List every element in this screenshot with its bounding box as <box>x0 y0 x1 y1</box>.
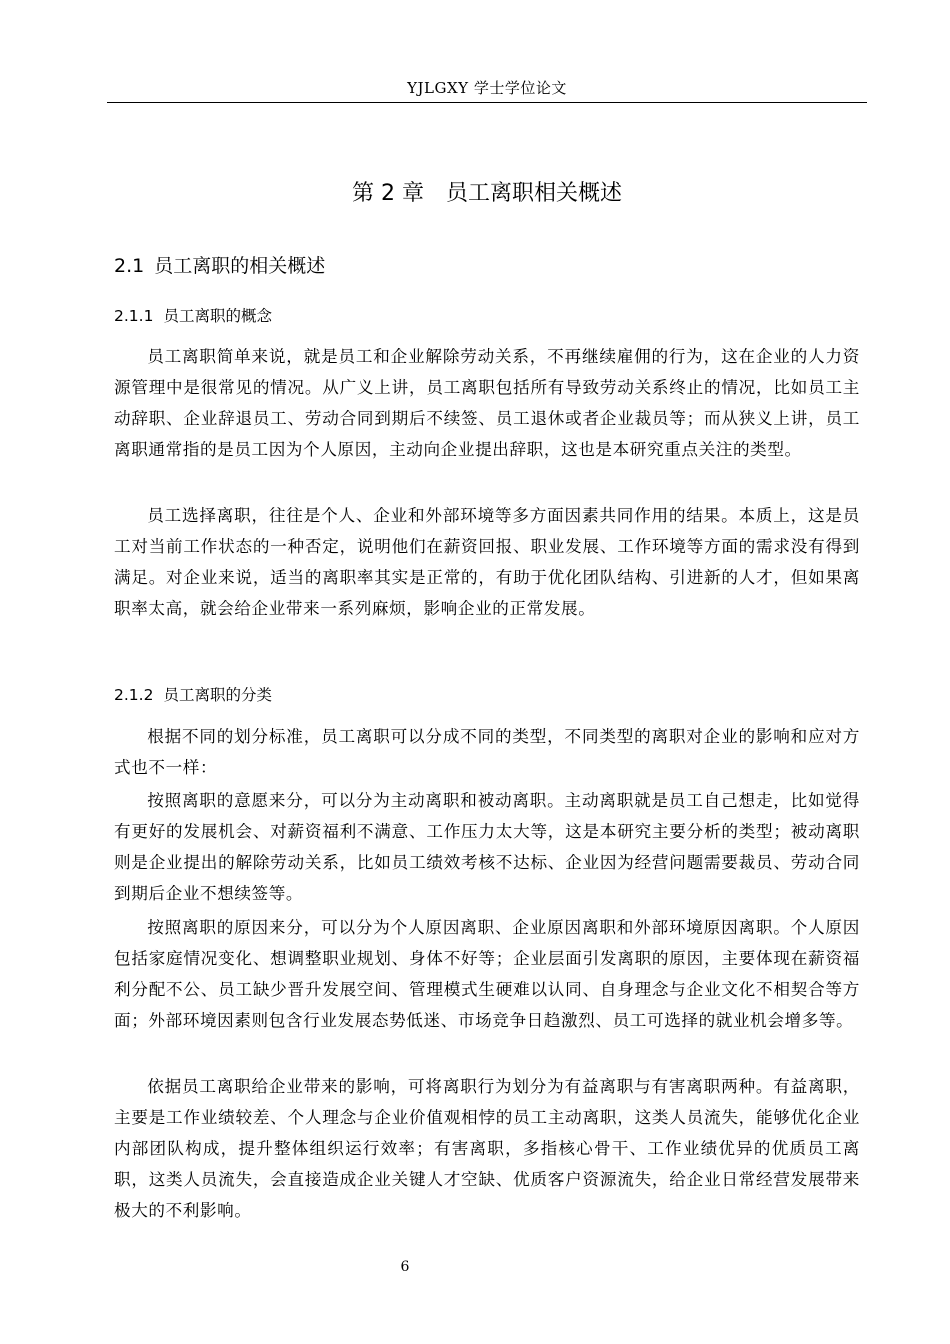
paragraph: 按照离职的原因来分，可以分为个人原因离职、企业原因离职和外部环境原因离职。个人原因包括家庭情况变化、想调整职业规划、身体不好等；企业层面引发离职的原因，主要体现在薪资福利分配不公、员工缺少晋升发展空间、管理模式生硬难以认同、自身理念与企业文化不相契合等方面；外部环境因素则包含行业发展态势低迷、市场竞争日趋激烈、员工可选择的就业机会增多等。 <box>114 918 860 1030</box>
subsection-number: 2.1.1 <box>114 307 154 325</box>
subsection-title: 员工离职的分类 <box>163 686 272 704</box>
paragraph: 依据员工离职给企业带来的影响，可将离职行为划分为有益离职与有害离职两种。有益离职，主要是工作业绩较差、个人理念与企业价值观相悖的员工主动离职，这类人员流失，能够优化企业内部团队构成，提升整体组织运行效率；有害离职，多指核心骨干、工作业绩优异的优质员工离职，这类人员流失，会直接造成企业关键人才空缺、优质客户资源流失，给企业日常经营发展带来极大的不利影响。 <box>114 1077 860 1220</box>
paragraph: 按照离职的意愿来分，可以分为主动离职和被动离职。主动离职就是员工自己想走，比如觉得有更好的发展机会、对薪资福利不满意、工作压力太大等，这是本研究主要分析的类型；被动离职则是企业提出的解除劳动关系，比如员工绩效考核不达标、企业因为经营问题需要裁员、劳动合同到期后企业不想续签等。 <box>114 791 860 903</box>
section-number: 2.1 <box>114 255 145 277</box>
chapter-title: 员工离职相关概述 <box>445 181 622 206</box>
section-heading <box>114 252 325 280</box>
running-header: YJLGXY 学士学位论文 <box>407 79 567 97</box>
subsection-title: 员工离职的概念 <box>163 307 272 325</box>
subsection-heading-2-1-2 <box>114 683 272 707</box>
paragraph: 员工选择离职，往往是个人、企业和外部环境等多方面因素共同作用的结果。本质上，这是员工对当前工作状态的一种否定，说明他们在薪资回报、职业发展、工作环境等方面的需求没有得到满足。对企业来说，适当的离职率其实是正常的，有助于优化团队结构、引进新的人才，但如果离职率太高，就会给企业带来一系列麻烦，影响企业的正常发展。 <box>114 506 860 618</box>
subsection-heading-2-1-1 <box>114 304 272 328</box>
header-rule <box>107 102 867 103</box>
section-title: 员工离职的相关概述 <box>154 255 326 277</box>
chapter-number: 第 2 章 <box>352 181 424 206</box>
chapter-heading <box>107 178 867 210</box>
paragraph: 根据不同的划分标准，员工离职可以分成不同的类型，不同类型的离职对企业的影响和应对方式也不一样： <box>114 727 860 777</box>
page-number: 6 <box>400 1259 410 1275</box>
paragraph: 员工离职简单来说，就是员工和企业解除劳动关系，不再继续雇佣的行为，这在企业的人力资源管理中是很常见的情况。从广义上讲，员工离职包括所有导致劳动关系终止的情况，比如员工主动辞职、企业辞退员工、劳动合同到期后不续签、员工退休或者企业裁员等；而从狭义上讲，员工离职通常指的是员工因为个人原因，主动向企业提出辞职，这也是本研究重点关注的类型。 <box>114 347 860 459</box>
subsection-number: 2.1.2 <box>114 686 154 704</box>
